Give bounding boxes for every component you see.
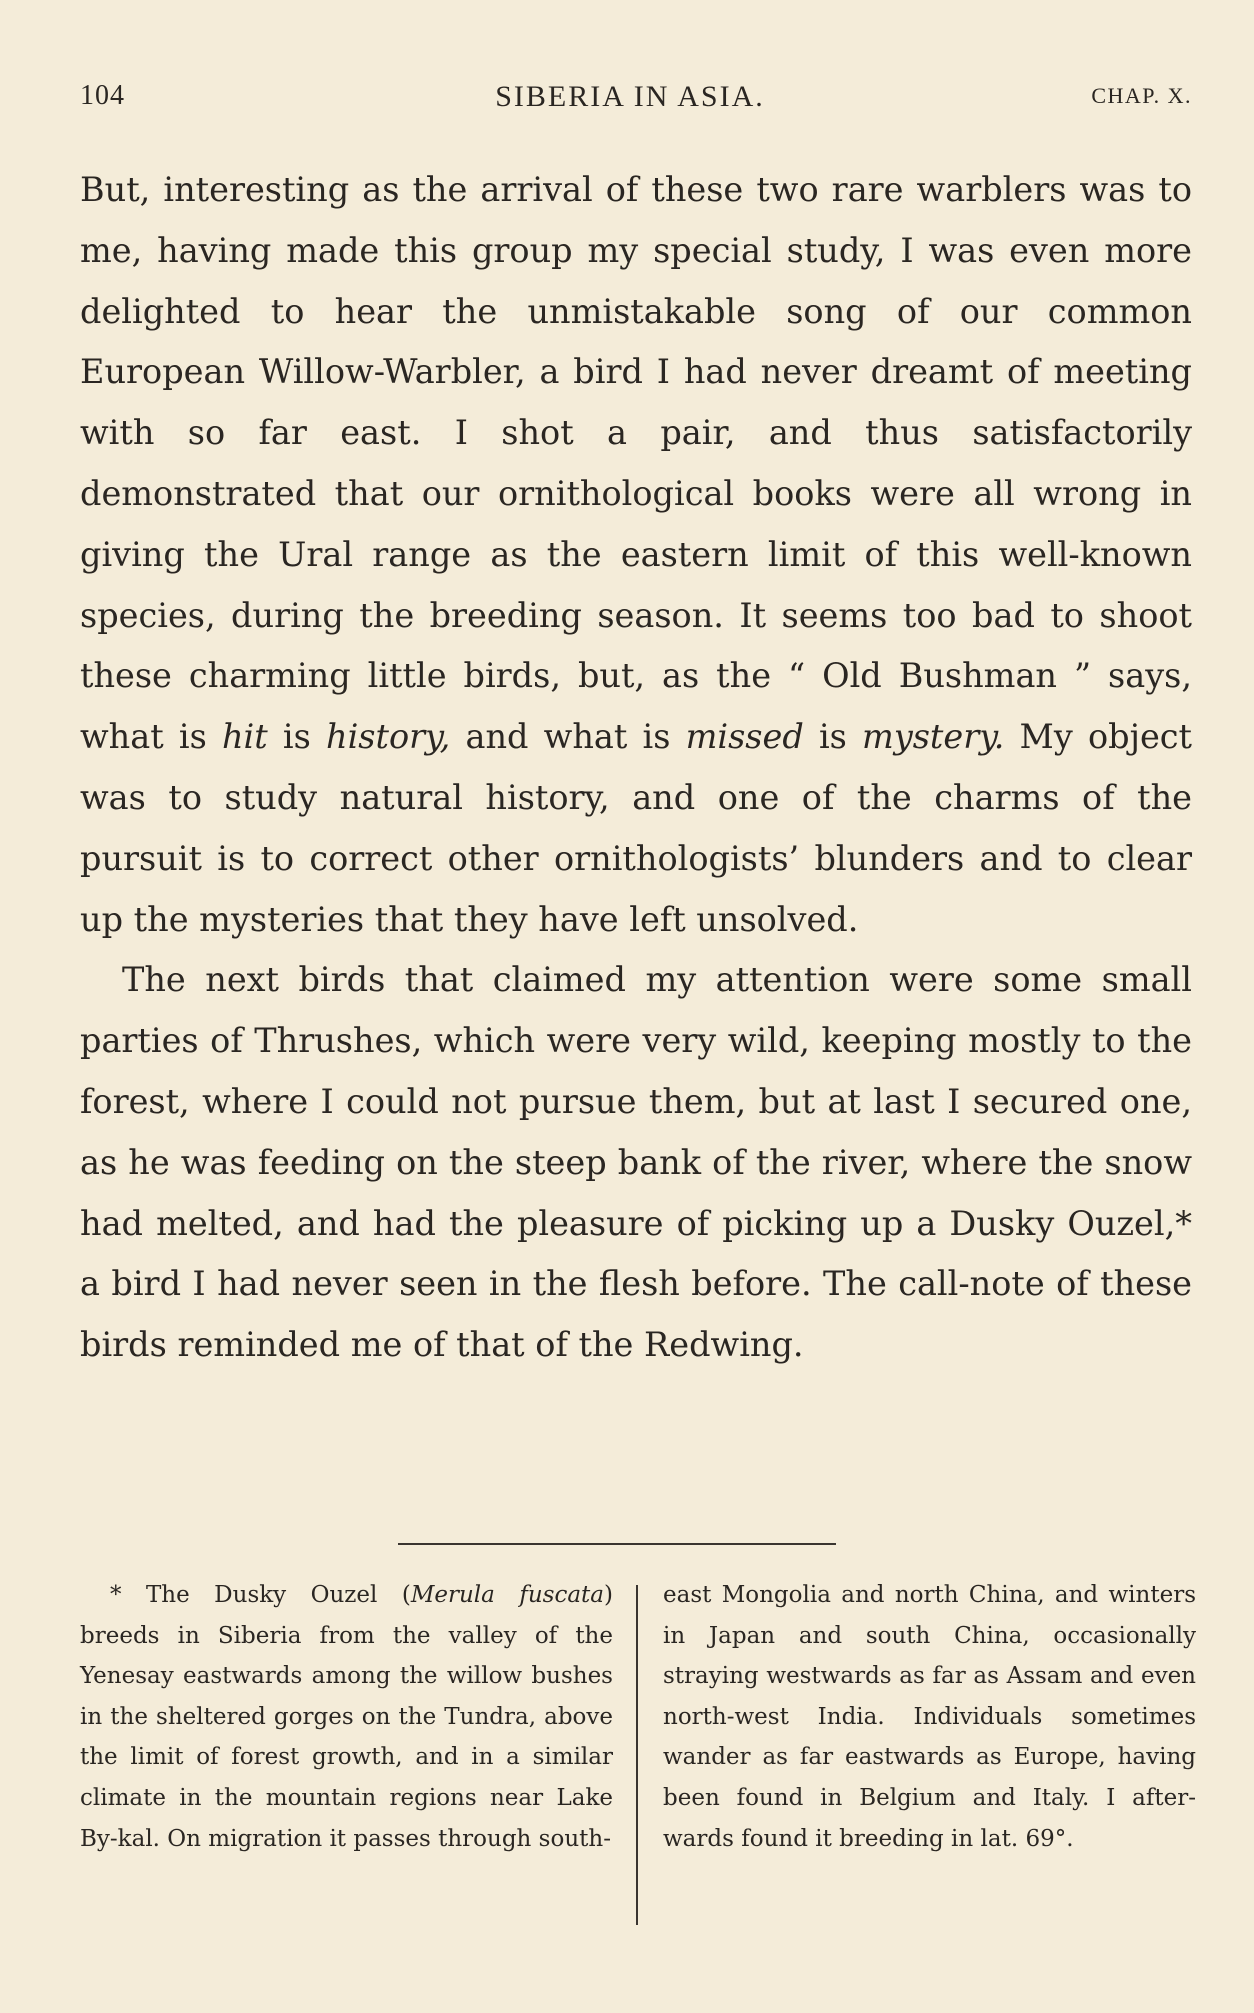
footnote-rule	[398, 1543, 836, 1545]
footnote-left-b: ) breeds in Siberia from the valley of the Yenesay eastwards among the willow bushes in the sheltered gorges on the Tundra, above the limit of forest growth, and in a similar climate in the mountain regions near Lake By-kal. On migration it passes through south-	[80, 1582, 613, 1852]
paragraph-1-text-a: But, interesting as the arrival of these two rare warblers was to me, having made this group my special study, I was even more delighted to hear the unmistakable song of our common European Willow-Warbler, a bird I had never dreamt of meeting with so far east. I shot a pair, and thus satisfactorily demonstrated that our ornithological books were all wrong in giving the Ural range as the eastern limit of this well-known species, during the breeding season. It seems too bad to shoot these charming little birds, but, as the “ Old Bushman ” says, what is	[80, 170, 1192, 757]
footnote-left-text	[80, 1575, 613, 1859]
running-header	[80, 80, 1192, 120]
footnote-left-column	[80, 1575, 613, 1859]
page-number: 104	[80, 80, 125, 111]
footnote-species-name: Merula fuscata	[410, 1582, 605, 1608]
paragraph-1-text-b: is	[267, 717, 327, 757]
italic-hit: hit	[221, 717, 268, 757]
paragraph-2: The next birds that claimed my attention were some small parties of Thrushes, which were very wild, keeping mostly to the forest, where I could not pursue them, but at last I secured one, as he was feeding on the steep bank of the river, where the snow had melted, and had the pleasure of picking up a Dusky Ouzel,* a bird I had never seen in the flesh before. The call-note of these birds reminded me of that of the Redwing.	[80, 960, 1192, 1365]
footnote-right-column	[663, 1575, 1196, 1859]
italic-missed: missed	[685, 717, 804, 757]
running-title: SIBERIA IN ASIA.	[495, 80, 765, 113]
main-text	[80, 160, 1192, 1376]
paragraph-1-text-e: My object was to study natural history, and one of the charms of the pursuit is to correct other ornithologists’ blunders and to clear up the mysteries that they have left unsolved.	[80, 717, 1193, 939]
italic-mystery: mystery.	[862, 717, 1005, 757]
italic-history: history,	[326, 717, 451, 757]
footnote-left-a: * The Dusky Ouzel (	[110, 1582, 411, 1608]
footnote-column-divider	[636, 1585, 638, 1925]
chapter-label: CHAP. X.	[1091, 83, 1192, 108]
footnote-block	[80, 1575, 1196, 1925]
footnote-right-text: east Mongolia and north China, and winters in Japan and south China, occasionally straying westwards as far as Assam and even north-west India. Individuals sometimes wander as far eastwards as Europe, having been found in Belgium and Italy. I after-wards found it breeding in lat. 69°.	[663, 1582, 1196, 1852]
paragraph-1	[80, 160, 1192, 950]
paragraph-1-text-d: is	[803, 717, 863, 757]
paragraph-1-text-c: and what is	[450, 717, 686, 757]
